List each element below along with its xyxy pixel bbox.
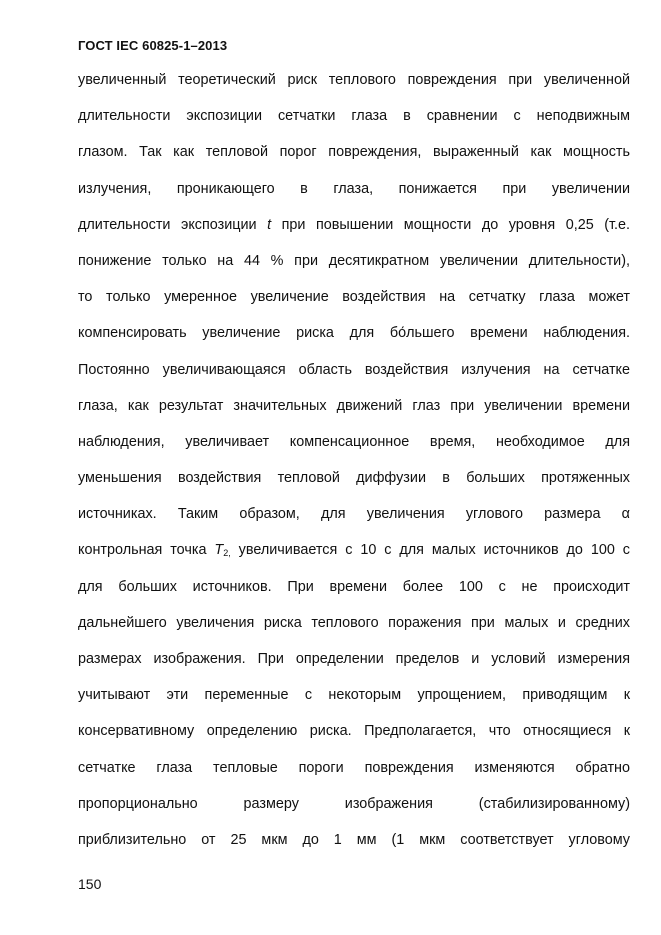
text-line: Постоянно увеличивающаяся область воздействия излучения на сетчатке [78,361,630,378]
variable-t: t [267,216,272,233]
text-line: консервативному определению риска. Предполагается, что относящиеся к [78,723,630,740]
text-line: увеличенный теоретический риск теплового повреждения при увеличенной [78,72,630,88]
body-text [78,66,630,862]
text-line: глаза, как результат значительных движений глаз при увеличении времени [78,397,630,414]
text-line: компенсировать увеличение риска для бо́льшего времени наблюдения. [78,325,630,342]
text-segment: при повышении мощности до уровня 0,25 (т.е. [271,216,630,233]
text-line: сетчатке глаза тепловые пороги повреждения изменяются обратно [78,759,630,776]
text-line [78,211,630,247]
text-line: дальнейшего увеличения риска теплового поражения при малых и средних [78,614,630,631]
text-line: понижение только на 44 % при десятикратном увеличении длительности), [78,252,630,269]
text-line: пропорционально размеру изображения (стабилизированному) [78,795,630,812]
document-header: ГОСТ IEC 60825-1–2013 [78,38,228,53]
text-segment: длительности экспозиции [78,216,268,233]
text-line: глазом. Так как тепловой порог повреждения, выраженный как мощность [78,144,630,161]
text-line: то только умеренное увеличение воздействия на сетчатку глаза может [78,289,630,306]
text-line: уменьшения воздействия тепловой диффузии в больших протяженных [78,470,630,487]
text-line: приблизительно от 25 мкм до 1 мм (1 мкм соответствует угловому [78,831,630,848]
text-line: источниках. Таким образом, для увеличения углового размера α [78,506,630,523]
text-line: размерах изображения. При определении пределов и условий измерения [78,651,630,667]
text-line: длительности экспозиции сетчатки глаза в сравнении с неподвижным [78,108,630,125]
page-number: 150 [78,876,102,892]
variable-T: T [214,542,224,559]
subscript: 2, [223,548,231,559]
text-line [78,536,630,572]
text-segment: контрольная точка [78,542,215,559]
text-line: наблюдения, увеличивает компенсационное время, необходимое для [78,433,630,450]
text-line: излучения, проникающего в глаза, понижается при увеличении [78,180,630,197]
text-segment: увеличивается с 10 с для малых источников до 100 с [230,542,630,559]
text-line: учитывают эти переменные с некоторым упрощением, приводящим к [78,687,630,704]
text-line: для больших источников. При времени более 100 с не происходит [78,578,630,595]
